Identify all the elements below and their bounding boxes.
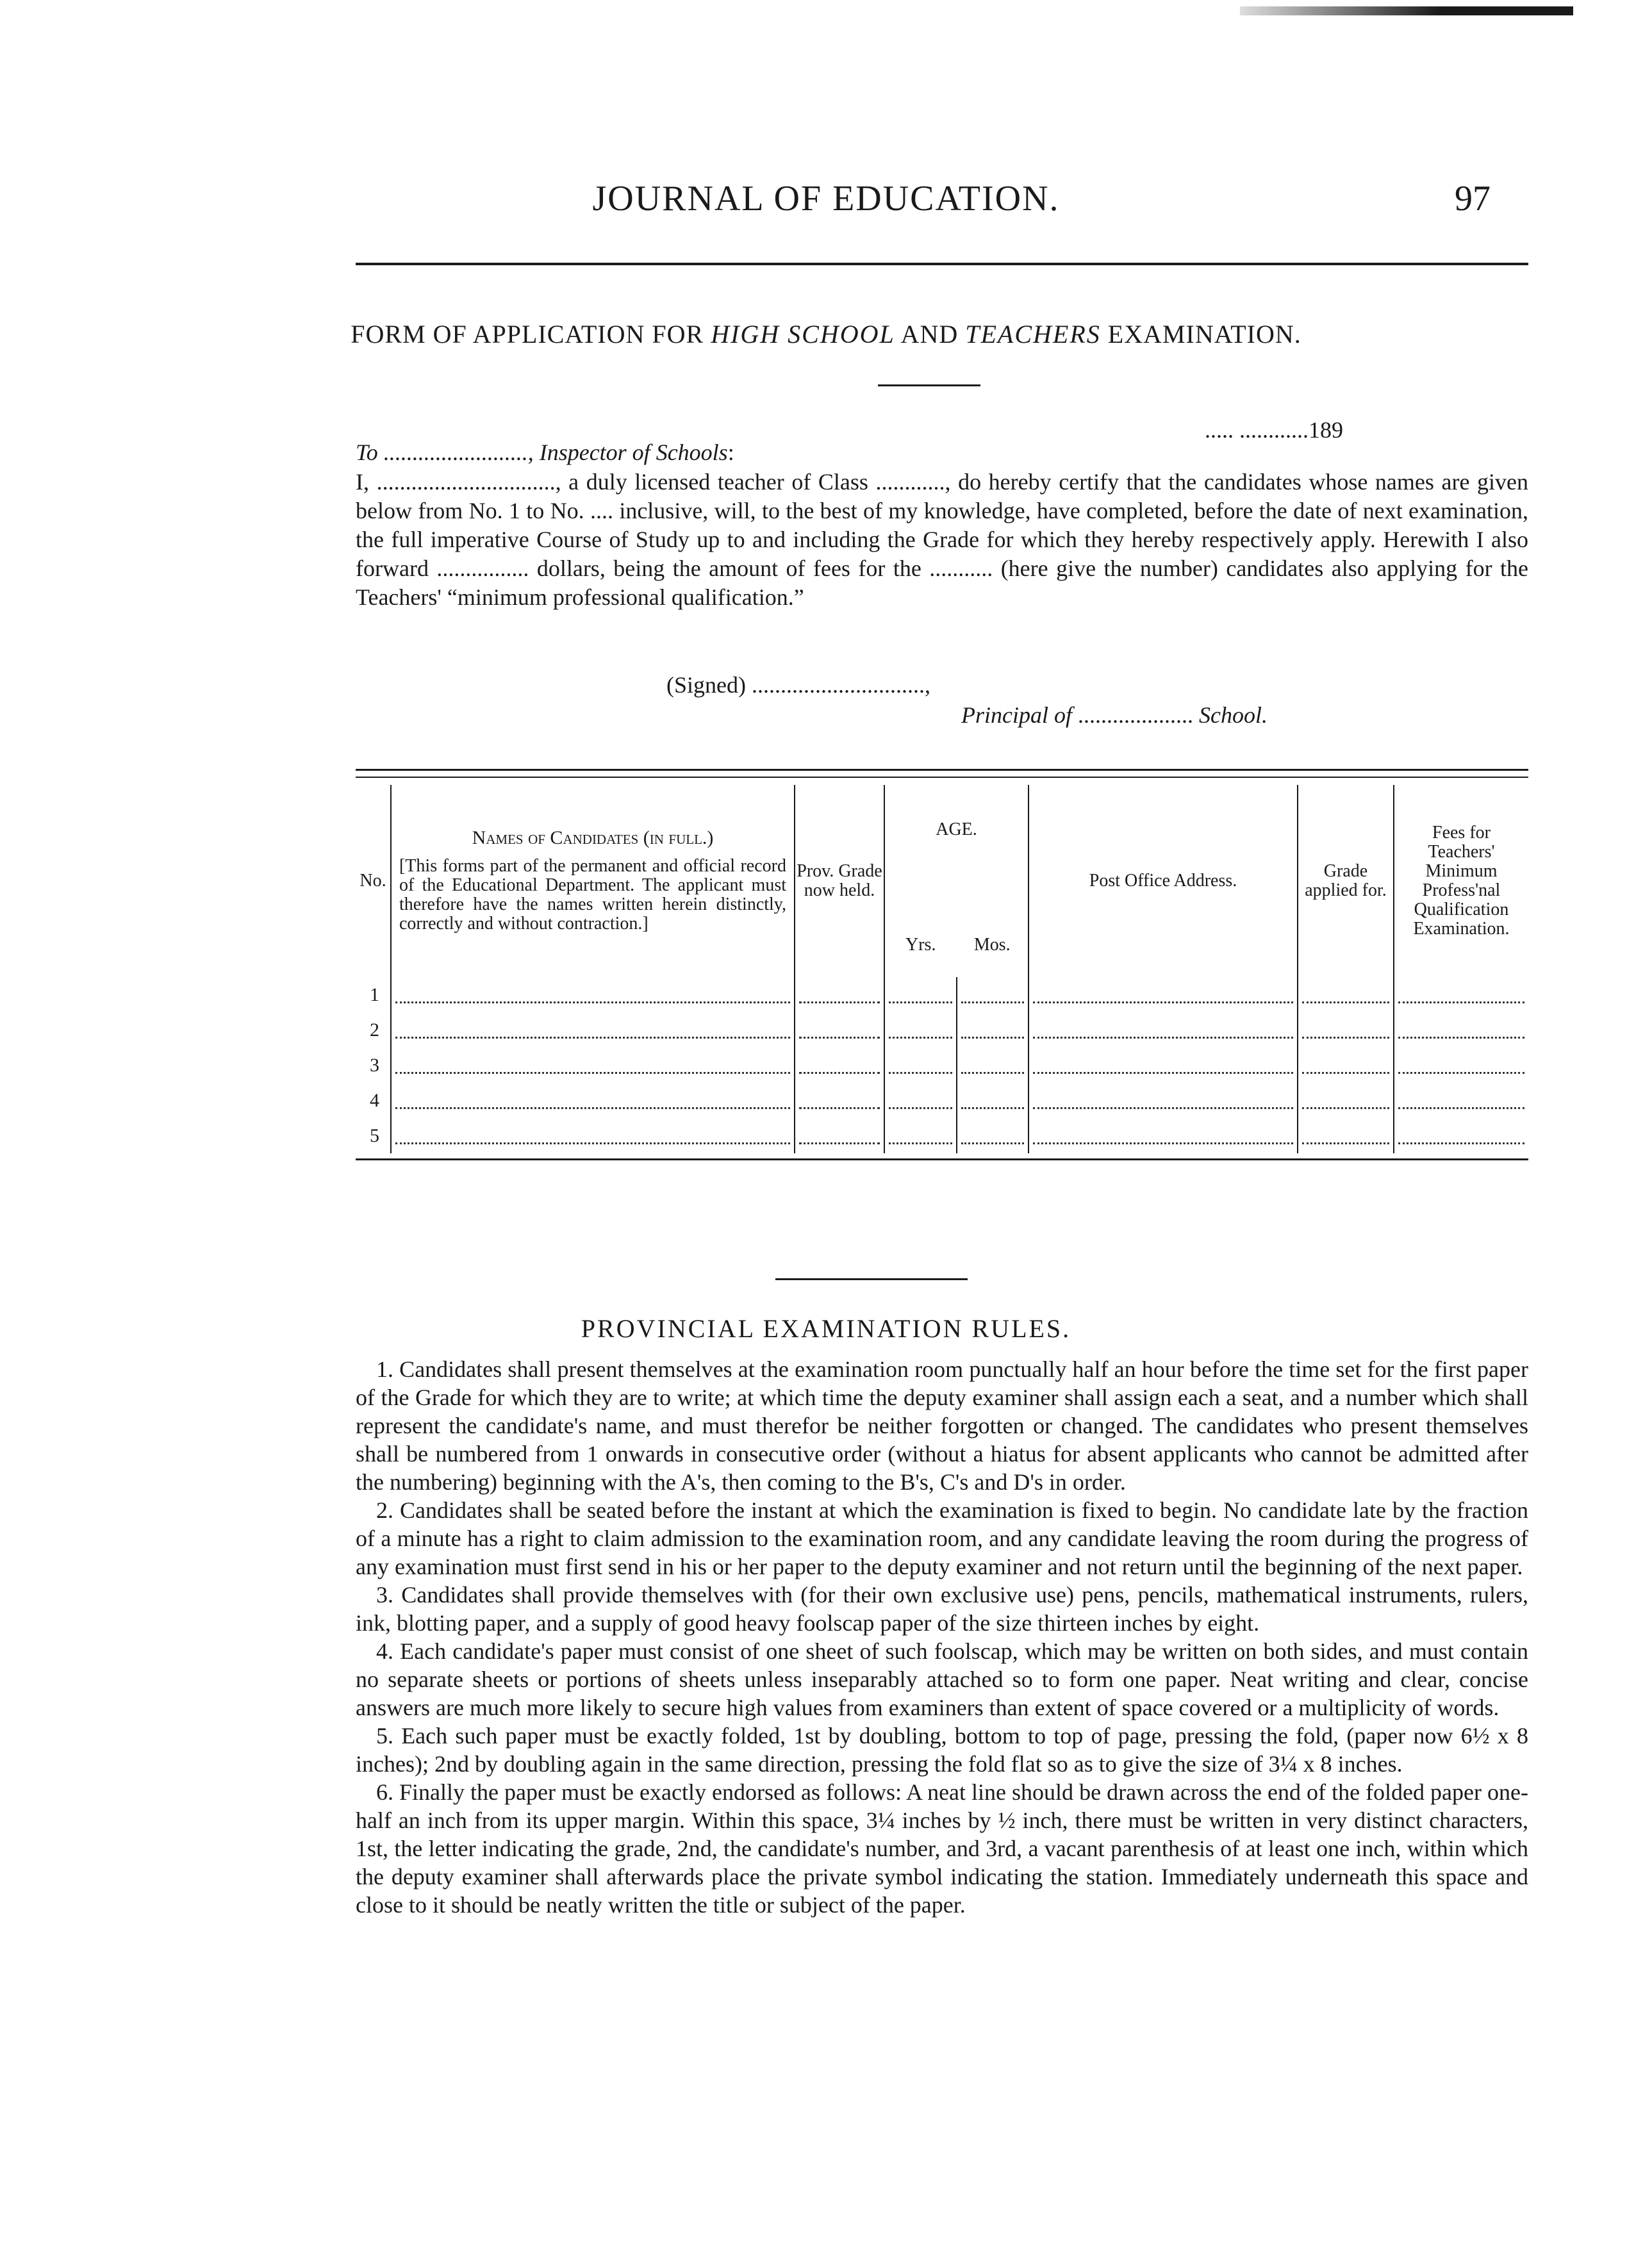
entry-blank bbox=[391, 977, 795, 1012]
rule-item: 6. Finally the paper must be exactly endorsed as follows: A neat line should be drawn across the end of the folded paper one-half an inch from its upper margin. Within this space, 3¼ inches by ½ inch, there must be written in very distinct characters, 1st, the letter indicating the grade, 2nd, the candidate's number, and 3rd, a vacant parenthesis of at least one inch, within which the deputy examiner shall afterwards place the private symbol indicating the station. Immediately underneath this space and close to it should be neatly written the title or subject of the paper. bbox=[356, 1779, 1528, 1918]
entry-blank bbox=[884, 1118, 957, 1153]
row-number: 2 bbox=[356, 1012, 391, 1048]
table-row bbox=[356, 1118, 1528, 1153]
col-age: AGE. Yrs. Mos. bbox=[884, 785, 1028, 977]
col-months: Mos. bbox=[973, 935, 1011, 955]
table-row bbox=[356, 1048, 1528, 1083]
principal-line: Principal of .................... School. bbox=[961, 702, 1268, 728]
table-body bbox=[356, 977, 1528, 1153]
entry-blank bbox=[1028, 1083, 1298, 1118]
entry-blank bbox=[957, 1118, 1028, 1153]
col-no: No. bbox=[356, 785, 391, 977]
entry-blank bbox=[1298, 1048, 1394, 1083]
entry-blank bbox=[1394, 1012, 1528, 1048]
table-header-row bbox=[356, 785, 1528, 977]
signed-line: (Signed) .............................., bbox=[666, 672, 930, 698]
header-rule bbox=[356, 263, 1528, 265]
entry-blank bbox=[1298, 1118, 1394, 1153]
rule-item: 3. Candidates shall provide themselves with (for their own exclusive use) pens, pencils, mathematical instruments, rulers, ink, blotting paper, and a supply of good heavy foolscap paper of the size thirteen inches by eight. bbox=[356, 1582, 1528, 1636]
entry-blank bbox=[795, 977, 884, 1012]
entry-blank bbox=[1298, 1012, 1394, 1048]
entry-blank bbox=[795, 1118, 884, 1153]
col-prov-grade: Prov. Grade now held. bbox=[795, 785, 884, 977]
entry-blank bbox=[1028, 1048, 1298, 1083]
entry-blank bbox=[884, 1083, 957, 1118]
entry-blank bbox=[1028, 1118, 1298, 1153]
top-edge-mark bbox=[1240, 6, 1573, 15]
col-names: Names of Candidates (in full.) [This forms part of the permanent and official record of the Educational Department. The applicant must therefore have the names written herein distinctly, correctly and without contraction.] bbox=[391, 785, 795, 977]
col-years: Yrs. bbox=[905, 935, 936, 955]
section-divider bbox=[775, 1278, 968, 1280]
entry-blank bbox=[884, 977, 957, 1012]
entry-blank bbox=[391, 1012, 795, 1048]
rule-item: 5. Each such paper must be exactly folded, 1st by doubling, bottom to top of page, pressing the fold, (paper now 6½ x 8 inches); 2nd by doubling again in the same direction, pressing the fold flat so as to give the size of 3¼ x 8 inches. bbox=[356, 1723, 1528, 1777]
col-fees: Fees for Teachers' Minimum Profess'nal Qualification Examination. bbox=[1394, 785, 1528, 977]
rules-title: PROVINCIAL EXAMINATION RULES. bbox=[581, 1314, 1071, 1343]
rules-list bbox=[356, 1355, 1528, 1919]
entry-blank bbox=[391, 1083, 795, 1118]
entry-blank bbox=[1028, 977, 1298, 1012]
title-divider bbox=[878, 384, 980, 386]
entry-blank bbox=[795, 1083, 884, 1118]
addressee-line: To ........................., Inspector of Schools: bbox=[356, 440, 734, 465]
entry-blank bbox=[391, 1118, 795, 1153]
entry-blank bbox=[391, 1048, 795, 1083]
entry-blank bbox=[795, 1048, 884, 1083]
rule-item: 2. Candidates shall be seated before the instant at which the examination is fixed to begin. No candidate late by the fraction of a minute has a right to claim admission to the examination room, and any candidate leaving the room during the progress of any examination must first send in his or her paper to the deputy examiner and not return until the beginning of the next paper. bbox=[356, 1497, 1528, 1579]
entry-blank bbox=[795, 1012, 884, 1048]
entry-blank bbox=[1298, 1083, 1394, 1118]
table-row bbox=[356, 977, 1528, 1012]
entry-blank bbox=[957, 1083, 1028, 1118]
table-bottom-rule bbox=[356, 1158, 1528, 1160]
entry-blank bbox=[1394, 1118, 1528, 1153]
col-address: Post Office Address. bbox=[1028, 785, 1298, 977]
entry-blank bbox=[957, 1048, 1028, 1083]
col-grade-applied: Grade applied for. bbox=[1298, 785, 1394, 977]
row-number: 1 bbox=[356, 977, 391, 1012]
table-row bbox=[356, 1012, 1528, 1048]
entry-blank bbox=[1394, 1083, 1528, 1118]
application-table bbox=[356, 785, 1528, 1153]
entry-blank bbox=[1298, 977, 1394, 1012]
rule-item: 1. Candidates shall present themselves at the examination room punctually half an hour before the time set for the first paper of the Grade for which they are to write; at which time the deputy examiner shall assign each a seat, and a number which shall represent the candidate's name, and must therefor be neither forgotten or changed. The candidates who present themselves shall be numbered from 1 onwards in consecutive order (without a hiatus for absent applicants who cannot be admitted after the numbering) beginning with the A's, then coming to the B's, C's and D's in order. bbox=[356, 1356, 1528, 1495]
certification-text: I, ..............................., a duly licensed teacher of Class ............, do hereby certify that the candidates whose names are given below from No. 1 to No. .... inclusive, will, to the best of my knowledge, have completed, before the date of next examination, the full imperative Course of Study up to and including the Grade for which they hereby respectively apply. Herewith I also forward ................ dollars, being the amount of fees for the ........... (here give the number) candidates also applying for the Teachers' “minimum professional qualification.” bbox=[356, 469, 1528, 610]
rule-item: 4. Each candidate's paper must consist of one sheet of such foolscap, which may be written on both sides, and must contain no separate sheets or portions of sheets unless inseparably attached so to form one paper. Neat writing and clear, concise answers are much more likely to secure high values from examiners than extent of space covered or a multiplicity of words. bbox=[356, 1638, 1528, 1720]
row-number: 3 bbox=[356, 1048, 391, 1083]
entry-blank bbox=[1394, 977, 1528, 1012]
entry-blank bbox=[1394, 1048, 1528, 1083]
row-number: 5 bbox=[356, 1118, 391, 1153]
entry-blank bbox=[957, 1012, 1028, 1048]
row-number: 4 bbox=[356, 1083, 391, 1118]
table-top-rule bbox=[356, 769, 1528, 771]
entry-blank bbox=[884, 1048, 957, 1083]
page-number: 97 bbox=[1455, 179, 1491, 218]
table-row bbox=[356, 1083, 1528, 1118]
date-line: ..... ............189 bbox=[1205, 417, 1343, 443]
entry-blank bbox=[957, 977, 1028, 1012]
entry-blank bbox=[884, 1012, 957, 1048]
entry-blank bbox=[1028, 1012, 1298, 1048]
journal-title: JOURNAL OF EDUCATION. bbox=[592, 179, 1060, 218]
form-title: FORM OF APPLICATION FOR HIGH SCHOOL AND TEACHERS EXAMINATION. bbox=[351, 320, 1301, 349]
table-top-rule-2 bbox=[356, 777, 1528, 778]
